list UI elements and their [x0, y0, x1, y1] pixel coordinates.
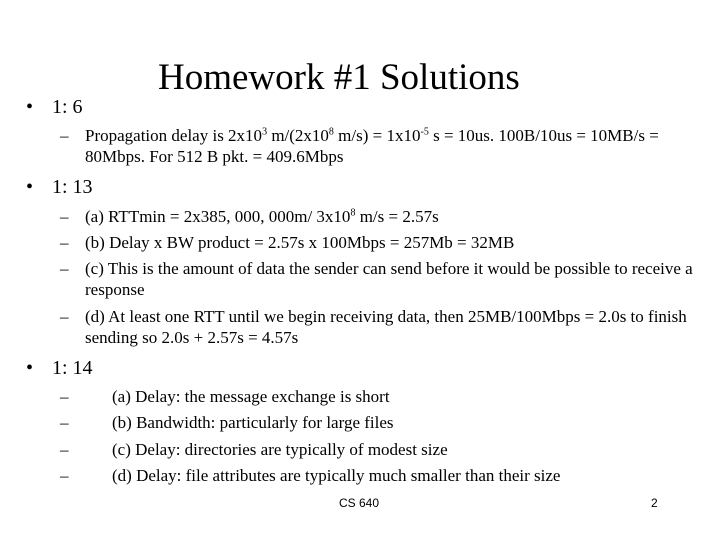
dash-marker: –	[60, 440, 69, 459]
list-item-text: Propagation delay is $2x10^3$ $m/(2x10^8$ $m/s) = 1x10^{-5}$ s = 10us. 100B/10us = 10MB/s = 80Mbps. For 512 B pkt. = 409.6Mbps	[85, 126, 659, 166]
list-item	[60, 412, 700, 433]
list-item-text: (d) At least one RTT until we begin receiving data, then 25MB/100Mbps = 2.0s to finish sending so 2.0s + 2.57s = 4.57s	[85, 307, 687, 347]
dash-marker: –	[60, 259, 69, 278]
dash-marker: –	[60, 413, 69, 432]
list-item	[60, 206, 700, 227]
bullet-label: 1: 6	[52, 96, 83, 118]
dash-marker: –	[60, 466, 69, 485]
list-item-text: (b) Delay x BW product = 2.57s x 100Mbps = 257Mb = 32MB	[85, 233, 515, 252]
list-item	[60, 465, 700, 486]
bullet-label: 1: 13	[52, 176, 93, 198]
bullet-dot: •	[26, 176, 34, 198]
list-item	[60, 306, 700, 348]
slide-title: Homework #1 Solutions	[158, 57, 520, 98]
list-item-text: (a) Delay: the message exchange is short	[112, 387, 390, 406]
footer-course: CS 640	[339, 496, 380, 510]
list-item	[60, 386, 700, 407]
list-item	[60, 258, 700, 300]
bullet-label: 1: 14	[52, 357, 93, 379]
dash-marker: –	[60, 307, 69, 326]
dash-marker: –	[60, 126, 69, 145]
list-item-text: (b) Bandwidth: particularly for large files	[112, 413, 394, 432]
bullet-1-13	[26, 175, 93, 199]
dash-marker: –	[60, 233, 69, 252]
list-item-text: (c) Delay: directories are typically of modest size	[112, 440, 448, 459]
list-item	[60, 125, 700, 167]
bullet-dot: •	[26, 96, 34, 118]
list-item-text: (a) RTTmin = 2x385, 000, 000m/ $3x10^8$ m/s = 2.57s	[85, 207, 439, 226]
bullet-1-6	[26, 95, 83, 119]
footer-page-number: 2	[651, 496, 658, 510]
dash-marker: –	[60, 207, 69, 226]
list-item	[60, 232, 700, 253]
list-item	[60, 439, 700, 460]
list-item-text: (d) Delay: file attributes are typically much smaller than their size	[112, 466, 561, 485]
dash-marker: –	[60, 387, 69, 406]
bullet-1-14	[26, 356, 93, 380]
bullet-dot: •	[26, 357, 34, 379]
list-item-text: (c) This is the amount of data the sender can send before it would be possible to receive a response	[85, 259, 693, 299]
